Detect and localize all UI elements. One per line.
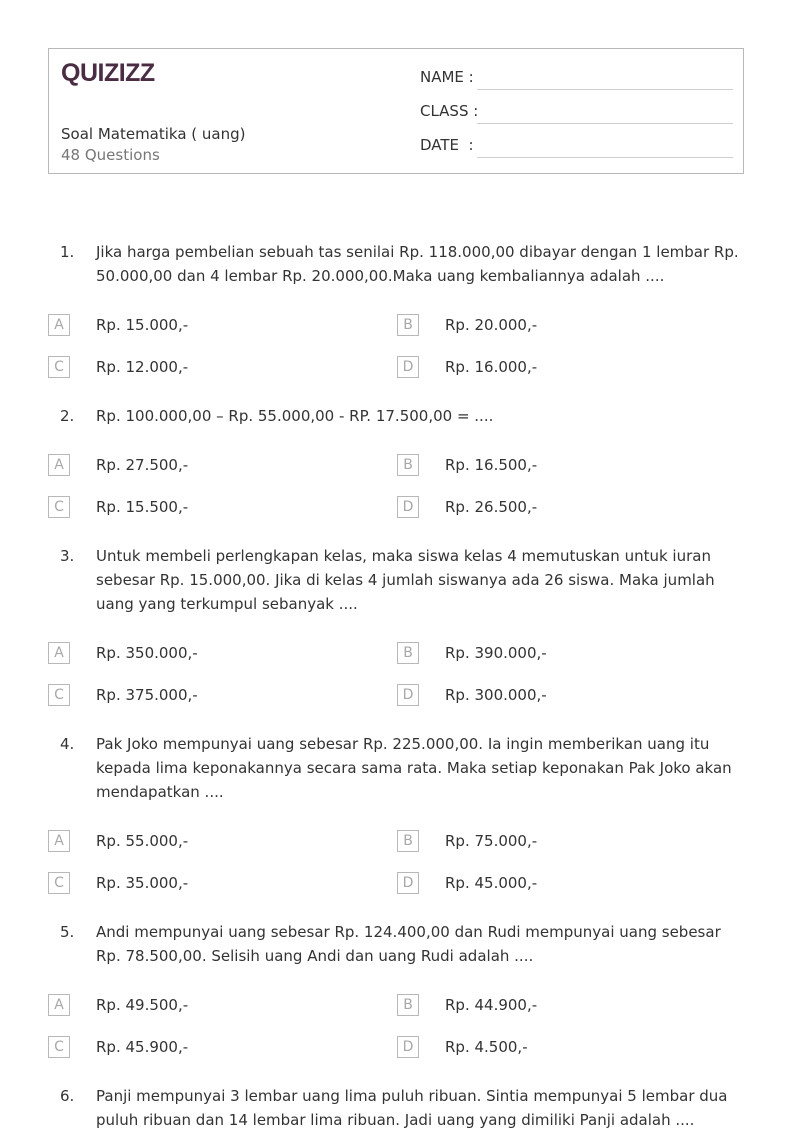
option-letter: D [397, 496, 419, 518]
option-letter: C [48, 1036, 70, 1058]
option-text: Rp. 375.000,- [96, 686, 198, 704]
name-label: NAME : [420, 68, 474, 86]
question-stem: Untuk membeli perlengkapan kelas, maka siswa kelas 4 memutuskan untuk iuran sebesar Rp. 15.000,00. Jika di kelas 4 jumlah siswanya ada 26 siswa. Maka jumlah uang yang terkumpul sebanyak .... [96, 547, 715, 613]
option-text: Rp. 45.000,- [445, 874, 538, 892]
option-letter: D [397, 684, 419, 706]
option-letter: D [397, 356, 419, 378]
option-text: Rp. 75.000,- [445, 832, 538, 850]
quizizz-logo: QUIZIZZ [61, 59, 155, 87]
option-letter: D [397, 872, 419, 894]
option-text: Rp. 390.000,- [445, 644, 547, 662]
option-letter: C [48, 356, 70, 378]
option-letter: B [397, 830, 419, 852]
option-text: Rp. 12.000,- [96, 358, 189, 376]
option-letter: C [48, 872, 70, 894]
question-number: 6. [60, 1087, 75, 1105]
option-letter: C [48, 684, 70, 706]
option-letter: B [397, 994, 419, 1016]
option-letter: A [48, 314, 70, 336]
option-letter: A [48, 830, 70, 852]
option-letter: B [397, 642, 419, 664]
question-stem: Jika harga pembelian sebuah tas senilai Rp. 118.000,00 dibayar dengan 1 lembar Rp. 50.000,00 dan 4 lembar Rp. 20.000,00.Maka uang kembaliannya adalah .... [96, 243, 739, 285]
question-number: 1. [60, 243, 75, 261]
option-text: Rp. 300.000,- [445, 686, 547, 704]
option-text: Rp. 44.900,- [445, 996, 538, 1014]
option-text: Rp. 16.000,- [445, 358, 538, 376]
question-stem: Pak Joko mempunyai uang sebesar Rp. 225.000,00. Ia ingin memberikan uang itu kepada lima keponakannya secara sama rata. Maka setiap keponakan Pak Joko akan mendapatkan .... [96, 735, 732, 801]
option-letter: D [397, 1036, 419, 1058]
question-count: 48 Questions [61, 146, 160, 164]
question-stem: Andi mempunyai uang sebesar Rp. 124.400,00 dan Rudi mempunyai uang sebesar Rp. 78.500,00. Selisih uang Andi dan uang Rudi adalah .... [96, 923, 721, 965]
option-text: Rp. 49.500,- [96, 996, 189, 1014]
worksheet-title: Soal Matematika ( uang) [61, 125, 246, 143]
option-text: Rp. 350.000,- [96, 644, 198, 662]
option-letter: A [48, 454, 70, 476]
option-text: Rp. 15.500,- [96, 498, 189, 516]
option-text: Rp. 45.900,- [96, 1038, 189, 1056]
option-letter: A [48, 642, 70, 664]
option-text: Rp. 15.000,- [96, 316, 189, 334]
option-text: Rp. 26.500,- [445, 498, 538, 516]
question-number: 5. [60, 923, 75, 941]
class-label: CLASS : [420, 102, 479, 120]
option-text: Rp. 27.500,- [96, 456, 189, 474]
option-text: Rp. 4.500,- [445, 1038, 528, 1056]
option-letter: B [397, 314, 419, 336]
name-line [477, 89, 733, 90]
option-letter: A [48, 994, 70, 1016]
worksheet-header [48, 48, 744, 174]
option-text: Rp. 35.000,- [96, 874, 189, 892]
question-stem: Panji mempunyai 3 lembar uang lima puluh ribuan. Sintia mempunyai 5 lembar dua puluh ribuan dan 14 lembar lima ribuan. Jadi uang yang dimiliki Panji adalah .... [96, 1087, 728, 1129]
question-stem: Rp. 100.000,00 – Rp. 55.000,00 - RP. 17.500,00 = .... [96, 407, 494, 425]
option-letter: B [397, 454, 419, 476]
date-label: DATE : [420, 136, 474, 154]
option-text: Rp. 55.000,- [96, 832, 189, 850]
option-letter: C [48, 496, 70, 518]
option-text: Rp. 16.500,- [445, 456, 538, 474]
question-number: 2. [60, 407, 75, 425]
option-text: Rp. 20.000,- [445, 316, 538, 334]
question-number: 4. [60, 735, 75, 753]
date-line [477, 157, 733, 158]
question-number: 3. [60, 547, 75, 565]
class-line [477, 123, 733, 124]
